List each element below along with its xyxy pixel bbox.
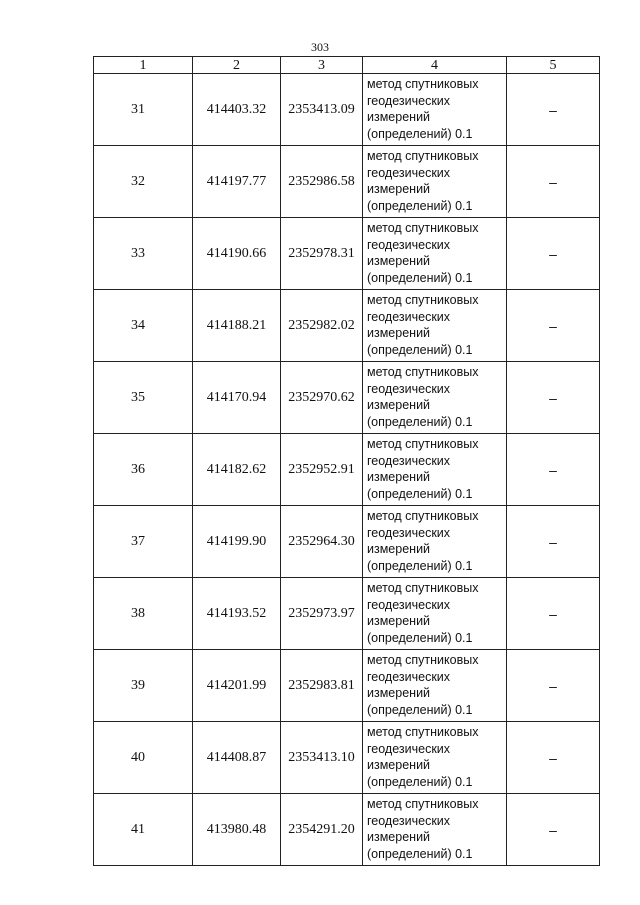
cell-x-coordinate: 414182.62 — [193, 434, 281, 506]
cell-method: метод спутниковых геодезических измерений (определений) 0.1 — [363, 578, 507, 650]
table-row — [94, 290, 600, 362]
table-row — [94, 722, 600, 794]
cell-y-coordinate: 2353413.10 — [281, 722, 363, 794]
cell-method: метод спутниковых геодезических измерений (определений) 0.1 — [363, 506, 507, 578]
cell-point-number: 34 — [94, 290, 193, 362]
cell-method: метод спутниковых геодезических измерений (определений) 0.1 — [363, 290, 507, 362]
header-row — [94, 57, 600, 74]
table-row — [94, 146, 600, 218]
cell-point-number: 33 — [94, 218, 193, 290]
column-header-1: 1 — [94, 57, 193, 74]
cell-x-coordinate: 414193.52 — [193, 578, 281, 650]
cell-point-number: 41 — [94, 794, 193, 866]
cell-method: метод спутниковых геодезических измерений (определений) 0.1 — [363, 362, 507, 434]
cell-note: – — [507, 218, 600, 290]
page-number: 303 — [311, 40, 329, 54]
cell-note: – — [507, 146, 600, 218]
table-row — [94, 434, 600, 506]
cell-method: метод спутниковых геодезических измерений (определений) 0.1 — [363, 722, 507, 794]
cell-y-coordinate: 2352983.81 — [281, 650, 363, 722]
cell-x-coordinate: 414201.99 — [193, 650, 281, 722]
cell-note: – — [507, 362, 600, 434]
cell-method: метод спутниковых геодезических измерений (определений) 0.1 — [363, 146, 507, 218]
cell-method: метод спутниковых геодезических измерений (определений) 0.1 — [363, 74, 507, 146]
cell-point-number: 31 — [94, 74, 193, 146]
table-body — [94, 74, 600, 866]
cell-x-coordinate: 414190.66 — [193, 218, 281, 290]
coordinates-table — [93, 56, 600, 866]
cell-y-coordinate: 2352978.31 — [281, 218, 363, 290]
column-header-4: 4 — [363, 57, 507, 74]
cell-note: – — [507, 434, 600, 506]
cell-x-coordinate: 414170.94 — [193, 362, 281, 434]
cell-method: метод спутниковых геодезических измерений (определений) 0.1 — [363, 434, 507, 506]
cell-x-coordinate: 414188.21 — [193, 290, 281, 362]
cell-y-coordinate: 2352982.02 — [281, 290, 363, 362]
cell-note: – — [507, 722, 600, 794]
cell-y-coordinate: 2352952.91 — [281, 434, 363, 506]
cell-x-coordinate: 414408.87 — [193, 722, 281, 794]
column-header-2: 2 — [193, 57, 281, 74]
cell-method: метод спутниковых геодезических измерений (определений) 0.1 — [363, 218, 507, 290]
cell-x-coordinate: 413980.48 — [193, 794, 281, 866]
cell-note: – — [507, 290, 600, 362]
cell-x-coordinate: 414199.90 — [193, 506, 281, 578]
table-row — [94, 578, 600, 650]
cell-note: – — [507, 506, 600, 578]
cell-y-coordinate: 2352986.58 — [281, 146, 363, 218]
cell-point-number: 36 — [94, 434, 193, 506]
cell-point-number: 39 — [94, 650, 193, 722]
table-row — [94, 506, 600, 578]
table-header — [94, 57, 600, 74]
cell-point-number: 37 — [94, 506, 193, 578]
cell-note: – — [507, 74, 600, 146]
cell-method: метод спутниковых геодезических измерений (определений) 0.1 — [363, 794, 507, 866]
cell-x-coordinate: 414197.77 — [193, 146, 281, 218]
cell-point-number: 32 — [94, 146, 193, 218]
table-row — [94, 362, 600, 434]
cell-note: – — [507, 794, 600, 866]
cell-y-coordinate: 2352964.30 — [281, 506, 363, 578]
column-header-5: 5 — [507, 57, 600, 74]
table-row — [94, 794, 600, 866]
cell-note: – — [507, 578, 600, 650]
table-row — [94, 650, 600, 722]
cell-x-coordinate: 414403.32 — [193, 74, 281, 146]
table-row — [94, 74, 600, 146]
cell-y-coordinate: 2353413.09 — [281, 74, 363, 146]
table-row — [94, 218, 600, 290]
cell-y-coordinate: 2352973.97 — [281, 578, 363, 650]
cell-y-coordinate: 2354291.20 — [281, 794, 363, 866]
cell-y-coordinate: 2352970.62 — [281, 362, 363, 434]
cell-point-number: 38 — [94, 578, 193, 650]
column-header-3: 3 — [281, 57, 363, 74]
cell-point-number: 35 — [94, 362, 193, 434]
cell-method: метод спутниковых геодезических измерений (определений) 0.1 — [363, 650, 507, 722]
cell-point-number: 40 — [94, 722, 193, 794]
cell-note: – — [507, 650, 600, 722]
